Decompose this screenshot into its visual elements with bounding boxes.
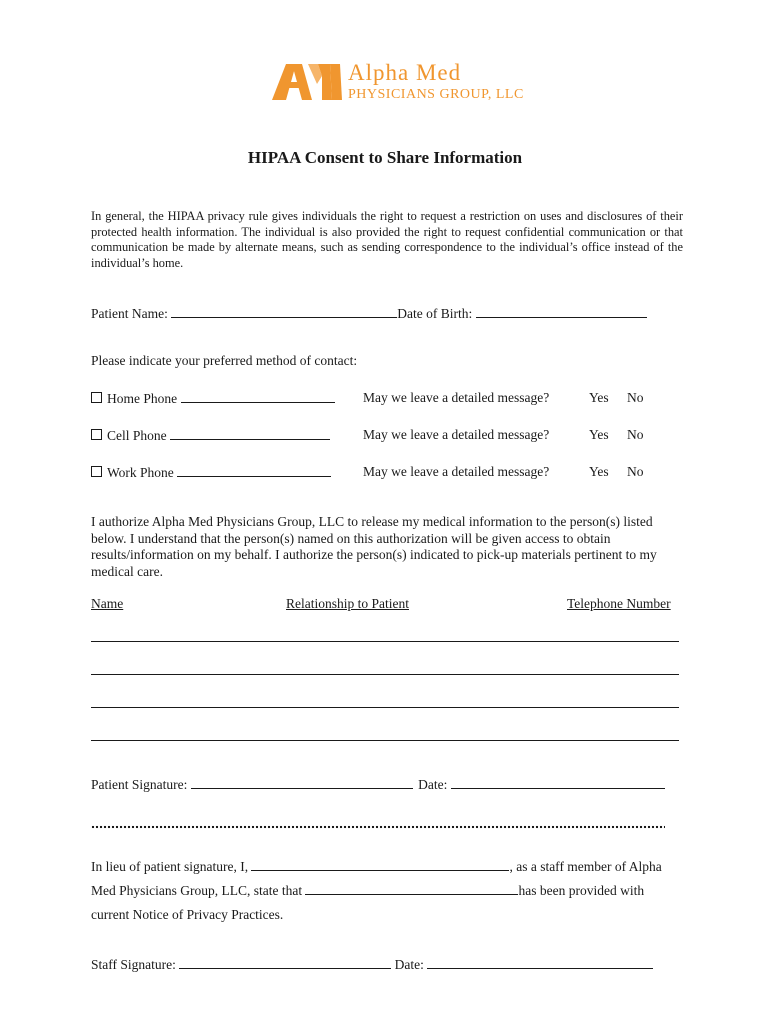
dob-label: Date of Birth: [397, 306, 473, 321]
cell-phone-checkbox[interactable] [91, 429, 102, 440]
work-yes-option[interactable]: Yes [589, 464, 609, 479]
staff-signature-field[interactable] [179, 956, 391, 969]
authorization-paragraph: I authorize Alpha Med Physicians Group, LLC to release my medical information to the person(s) listed below. I understand that the person(s) named on this authorization will be given access to obtain results/information on my behalf. I authorize the person(s) indicated to pick-up materials pertinent to my medical care. [91, 514, 657, 579]
header-name: Name [91, 596, 124, 611]
patient-signature-row [91, 776, 665, 793]
page-title: HIPAA Consent to Share Information [247, 148, 523, 167]
cell-phone-label: Cell Phone [107, 428, 167, 443]
contact-prompt: Please indicate your preferred method of contact: [91, 353, 358, 368]
cell-yes-option[interactable]: Yes [589, 427, 609, 442]
home-phone-label: Home Phone [107, 391, 178, 406]
home-phone-field[interactable] [181, 390, 335, 403]
lieu-line-1 [91, 858, 662, 875]
work-message-question: May we leave a detailed message? [363, 464, 550, 479]
lieu-text-2b: has been provided with [518, 883, 645, 898]
lieu-line-3: current Notice of Privacy Practices. [91, 907, 284, 922]
patient-name-field[interactable] [171, 305, 397, 318]
header-phone: Telephone Number [567, 596, 671, 611]
intro-paragraph: In general, the HIPAA privacy rule gives individuals the right to request a restriction on uses and disclosures of their protected health information. The individual is also provided the right to request confidential communication or that communication be made by alternate means, such as sending correspondence to the individual’s office instead of the individual’s home. [91, 209, 683, 270]
lieu-notice-field[interactable] [305, 882, 518, 895]
authorized-person-line-2[interactable] [91, 674, 679, 675]
home-yes-option[interactable]: Yes [589, 390, 609, 405]
dob-field[interactable] [476, 305, 647, 318]
lieu-text-2a: Med Physicians Group, LLC, state that [91, 883, 303, 898]
patient-date-field[interactable] [451, 776, 665, 789]
lieu-text-1a: In lieu of patient signature, I, [91, 859, 249, 874]
authorized-person-line-1[interactable] [91, 641, 679, 642]
staff-date-field[interactable] [427, 956, 653, 969]
patient-row [91, 305, 647, 322]
authorized-person-line-3[interactable] [91, 707, 679, 708]
contact-row-cell [91, 427, 330, 444]
cell-phone-field[interactable] [170, 427, 330, 440]
patient-signature-field[interactable] [191, 776, 413, 789]
authorized-person-line-4[interactable] [91, 740, 679, 741]
logo-name: Alpha Med [348, 60, 462, 85]
cell-message-question: May we leave a detailed message? [363, 427, 550, 442]
contact-row-work [91, 464, 331, 481]
work-phone-checkbox[interactable] [91, 466, 102, 477]
lieu-text-1b: , as a staff member of Alpha [509, 859, 662, 874]
lieu-line-2 [91, 882, 644, 899]
home-phone-checkbox[interactable] [91, 392, 102, 403]
staff-date-label: Date: [394, 957, 424, 972]
staff-signature-row [91, 956, 653, 973]
home-message-question: May we leave a detailed message? [363, 390, 550, 405]
logo-mark-icon [272, 62, 344, 102]
staff-name-field[interactable] [251, 858, 509, 871]
work-phone-field[interactable] [177, 464, 331, 477]
work-no-option[interactable]: No [627, 464, 644, 479]
patient-name-label: Patient Name: [91, 306, 168, 321]
contact-row-home [91, 390, 335, 407]
cell-no-option[interactable]: No [627, 427, 644, 442]
logo-subtitle: PHYSICIANS GROUP, LLC [348, 87, 524, 102]
patient-date-label: Date: [418, 777, 448, 792]
header-relationship: Relationship to Patient [286, 596, 409, 611]
work-phone-label: Work Phone [107, 465, 174, 480]
home-no-option[interactable]: No [627, 390, 644, 405]
staff-signature-label: Staff Signature: [91, 957, 176, 972]
dotted-separator [91, 825, 665, 829]
patient-signature-label: Patient Signature: [91, 777, 188, 792]
